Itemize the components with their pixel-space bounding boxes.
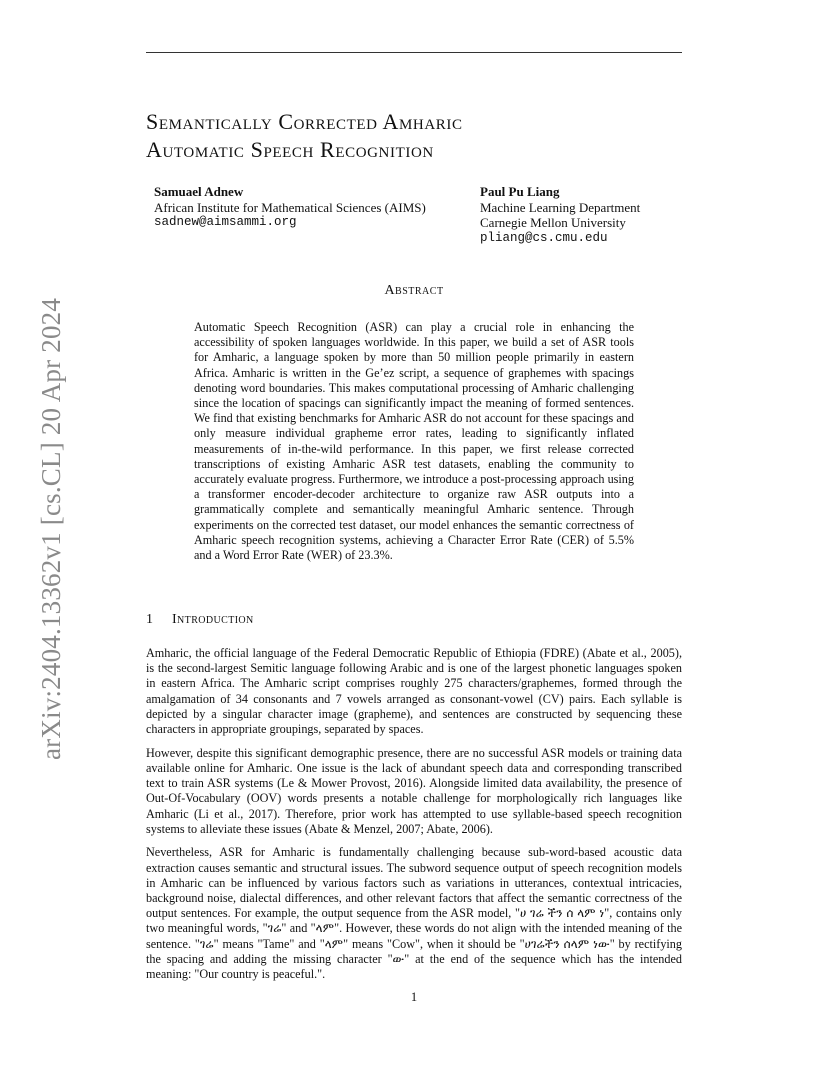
paper-title — [146, 108, 706, 164]
abstract-heading: Abstract — [384, 283, 444, 298]
author-email: pliang@cs.cmu.edu — [480, 230, 608, 245]
page-number: 1 — [410, 990, 418, 1004]
author-affiliation: Machine Learning Department — [480, 199, 641, 215]
title-line-1: Semantically Corrected Amharic — [146, 109, 463, 134]
section-title: Introduction — [172, 612, 254, 627]
title-line-2: Automatic Speech Recognition — [146, 137, 434, 162]
abstract-text: Automatic Speech Recognition (ASR) can play a crucial role in enhancing the accessibility of spoken languages worldwide. In this paper, we build a set of ASR tools for Amharic, a language spoken by more than 50 million people primarily in eastern Africa. Amharic is written in the Ge’ez script, a sequence of graphemes with spacings denoting word boundaries. This makes computational processing of Amharic challenging since the location of spacings can significantly impact the meaning of formed sentences. We find that existing benchmarks for Amharic ASR do not account for these spacings and only measure individual grapheme error rates, leading to significantly inflated measurements of in-the-wild performance. In this paper, we first release corrected transcriptions of existing Amharic ASR test datasets, enabling the community to accurately evaluate progress. Furthermore, we introduce a post-processing approach using a transformer encoder-decoder architecture to organize raw ASR outputs into a grammatically complete and semantically meaningful Amharic sentence. Through experiments on the corrected test dataset, our model enhances the semantic correctness of Amharic speech recognition systems, achieving a Character Error Rate (CER) of 5.5% and a Word Error Rate (WER) of 23.3%. — [194, 320, 634, 563]
paragraph: Amharic, the official language of the Federal Democratic Republic of Ethiopia (FDRE) (Abate et al., 2005), is the second-largest Semitic language following Arabic and is one of the largest phonetic languages spoken in eastern Africa. The Amharic script comprises roughly 275 characters/graphemes, formed through the amalgamation of 34 consonants and 7 vowels arranged as consonant-vowel (CV) pairs. Each syllable is depicted by a singular character image (grapheme), and sentences are constructed by sequencing these characters in appropriate groupings, separated by spaces. — [146, 646, 682, 737]
author-name: Paul Pu Liang — [480, 184, 560, 199]
author-affiliation: African Institute for Mathematical Sciences (AIMS) — [154, 199, 426, 215]
introduction-body — [146, 646, 682, 991]
arxiv-identifier: arXiv:2404.13362v1 [cs.CL] 20 Apr 2024 — [36, 297, 66, 760]
top-rule — [146, 52, 682, 53]
author-name: Samuael Adnew — [154, 184, 244, 199]
author-block-2 — [480, 184, 640, 246]
author-email: sadnew@aimsammi.org — [154, 215, 297, 229]
author-affiliation-2: Carnegie Mellon University — [480, 215, 626, 230]
author-block-1 — [154, 184, 426, 231]
paragraph: Nevertheless, ASR for Amharic is fundamentally challenging because sub-word-based acoustic data extraction causes semantic and structural issues. The subword sequence output of speech recognition models in Amharic can be influenced by various factors such as variations in utterances, contextual intricacies, background noise, dialectal differences, and other relevant factors that affect the semantic correctness of the output sentences. For example, the output sequence from the ASR model, "ሀ ገሬ ችን ሰ ላም ነ", contains only two meaningful words, "ገሬ" and "ላም". However, these words do not align with the intended meaning of the sentence. "ገሬ" means "Tame" and "ላም" means "Cow", when it should be "ሀገሬችን ሰላም ነው" by rectifying the spacing and adding the missing character "ው" at the end of the sequence which has the intended meaning: "Our country is peaceful.". — [146, 845, 682, 982]
section-number: 1 — [146, 612, 154, 627]
section-heading-introduction — [146, 612, 254, 628]
paragraph: However, despite this significant demographic presence, there are no successful ASR models or training data available online for Amharic. One issue is the lack of abundant speech data and corresponding transcribed text to train ASR systems (Le & Mower Provost, 2016). Alongside limited data availability, the presence of Out-Of-Vocabulary (OOV) words presents a notable challenge for morphologically rich languages like Amharic (Li et al., 2017). Therefore, prior work has attempted to use syllable-based speech recognition systems to alleviate these issues (Abate & Menzel, 2007; Abate, 2006). — [146, 745, 682, 836]
